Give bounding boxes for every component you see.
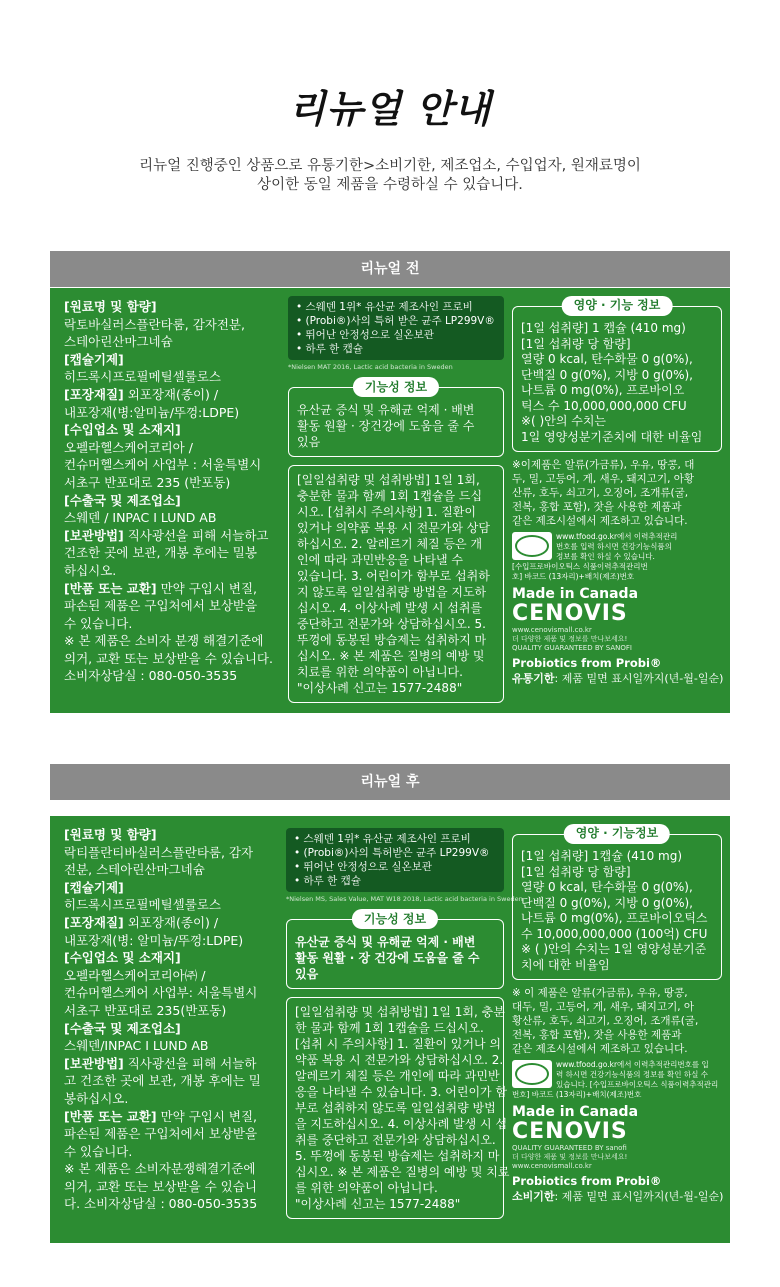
before-expiry-text: : 제품 밑면 표시일까지(년-월-일순) [554,672,724,685]
after-brand-url: www.cenovismall.co.kr [512,1162,592,1170]
section-heading: [보관방법] [64,1055,124,1071]
line-text: 내포장재(병: 알미늄/뚜껑:LDPE) [64,932,244,948]
notice-line-2: 상이한 동일 제품을 수령하실 수 있습니다. [257,177,523,193]
label-line [64,597,286,615]
before-nutrition-title: 영양 · 기능 정보 [562,296,673,316]
label-line [64,615,286,633]
before-expiry-label: 유통기한 [512,672,555,685]
line-text: 만약 구입시 변질, [156,580,258,596]
label-line [64,456,286,474]
section-heading: [수출국 및 제조업소] [64,1020,181,1036]
after-middle-column [286,828,523,1219]
line-text: 건조한 곳에 보관, 개봉 후에는 밀봉 [64,545,257,561]
line-text: 컨슈머헬스케어 사업부 : 서울특별시 [64,457,262,473]
text-line: www.tfood.go.kr에서 이력추적관리번호를 입 [556,1060,709,1069]
label-line [64,1178,286,1196]
section-heading: [원료명 및 함량] [64,827,157,842]
before-band: 리뉴얼 전 [50,251,730,287]
text-line: 대두, 밀, 고등어, 게, 새우, 돼지고기, 아 [512,1001,695,1013]
after-expiry [512,1188,722,1204]
before-brand-note-2: QUALITY GUARANTEED BY SANOFI [512,644,632,652]
after-nutrition-box [512,826,722,980]
line-text: 컨슈머헬스케어 사업부: 서울특별시 [64,985,258,1001]
text-line: [1일 섭취량] 1 캡슐 (410 mg) [521,321,686,335]
text-line: 치에 대한 비율임 [521,957,610,972]
section-heading: [원료명 및 함량] [64,299,157,314]
text-line: 있습니다. [수입프로바이오틱스 식품이력추적관리 [556,1080,719,1089]
text-line: • 하루 한 캡슐 [294,874,496,888]
cenovis-logo: CENOVIS [512,601,628,626]
before-brand-url: www.cenovismall.co.kr [512,626,592,634]
after-probi: Probiotics from Probi® [512,1174,662,1188]
text-line: 을 지도하십시오. 4. 이상사례 발생 시 섭 [295,1117,508,1131]
after-right-column [512,826,722,1204]
text-line: 있거나 의약품 복용 시 전문가와 상담 [297,521,490,535]
line-text: 소비자상담실 : 080-050-3535 [64,668,238,684]
before-footnote: *Nielsen MAT 2016, Lactic acid bacteria in Sweden [288,363,453,371]
before-brand-note-1: 더 다양한 제품 및 정보를 만나보세요! [512,635,628,643]
text-line: [1일 섭취량] 1캡슐 (410 mg) [521,849,683,863]
after-expiry-text: : 제품 밑면 표시일까지(년-월-일순) [554,1190,724,1203]
label-line [64,984,286,1002]
line-text: 직사광선을 피해 서늘하 [123,1055,257,1071]
text-line: ※( )안의 수치는 [521,414,607,428]
after-label-panel [50,816,730,1243]
label-line [64,404,286,422]
label-line [64,967,286,985]
text-line: 황산류, 호두, 쇠고기, 오징어, 조개류(굴, [512,1015,699,1027]
line-text: 봉하십시오. [64,1090,129,1106]
text-line: www.tfood.go.kr에서 이력추적관리 [556,532,678,541]
label-line [64,1002,286,1020]
before-label-panel [50,288,730,713]
line-text: 직사광선을 피해 서늘하고 [123,527,269,543]
text-line: 충분한 물과 함께 1회 1캡슐을 드십 [297,489,483,503]
section-heading: [수입업소 및 소재지] [64,422,181,438]
after-probiotic-box [286,828,504,892]
line-text: ※ 본 제품은 소비자 분쟁 해결기준에 [64,633,264,649]
cenovis-logo: CENOVIS [512,1119,628,1144]
label-line [64,1090,286,1108]
text-line: 알레르기 체질 등은 개인에 따라 과민반 [295,1069,500,1083]
text-line: 번호] 바코드 (13자리)+배치(제조)번호 [512,1090,642,1099]
text-line: 유산균 증식 및 유해균 억제 · 배변 [295,935,476,949]
text-line: 지 않도록 일일섭취량 방법을 지도하 [297,585,487,599]
text-line: ※ ( )안의 수치는 1일 영양성분기준 [521,942,707,956]
label-line [64,368,286,386]
text-line: • 스웨덴 1위* 유산균 제조사인 프로비 [294,832,496,846]
label-line [64,562,286,580]
label-line [64,1072,286,1090]
after-function-lines [295,934,495,982]
label-line [64,386,286,404]
text-line: 전복, 홍합 포함), 잣을 사용한 제품과 [512,501,682,513]
after-trace-text [556,1060,718,1090]
before-probiotic-box [288,296,504,360]
line-text: 파손된 제품은 구입처에서 보상받을 [64,1126,258,1142]
text-line: 부로 섭취하지 않도록 일일섭취량 방법 [295,1101,496,1115]
after-left-column [64,826,286,1213]
text-line: 를 위한 의약품이 아닙니다. [295,1181,438,1195]
text-line: 활동 원활 · 장 건강에 도움을 줄 수 [295,951,480,965]
line-text: 내포장재(병:알미늄/뚜껑:LDPE) [64,404,240,420]
label-line [64,826,286,844]
text-line: 틱스 수 10,000,000,000 CFU [521,398,687,413]
text-line: 같은 제조시설에서 제조하고 있습니다. [512,1043,688,1055]
line-text: 스웨덴 / INPAC I LUND AB [64,510,217,526]
after-band: 리뉴얼 후 [50,764,730,800]
label-line [64,1037,286,1055]
section-heading: [캡슐기제] [64,879,124,895]
line-text: 전분, 스테아린산마그네슘 [64,862,205,878]
text-line: [일일섭취량 및 섭취방법] 1일 1회, [297,473,480,487]
text-line: • 하루 한 캡슐 [296,342,496,356]
before-trace-text-2 [512,562,722,582]
text-line: 두, 밀, 고등어, 게, 새우, 돼지고기, 아황 [512,473,695,485]
line-text: 오펠라헬스케어코리아 / [64,439,193,455]
after-made-in: Made in Canada [512,1104,639,1120]
label-line [64,667,286,685]
label-line [64,914,286,932]
label-line [64,544,286,562]
text-line: 하십시오. 2. 알레르기 체질 등은 개 [297,537,483,551]
text-line: [일일섭취량 및 섭취방법] 1일 1회, 충분 [295,1005,505,1019]
line-text: 다. 소비자상담실 : 080-050-3535 [64,1196,258,1212]
text-line: 나트륨 0 mg(0%), 프로바이오 [521,383,685,397]
label-line [64,509,286,527]
line-text: 수 있습니다. [64,1143,133,1159]
text-line: 시오. [섭취시 주의사항] 1. 질환이 [297,505,476,519]
text-line: 취를 중단하고 전문가와 상담하십시오. [295,1133,496,1147]
text-line: 십시오. 4. 이상사례 발생 시 섭취를 [297,601,483,615]
label-line [64,844,286,862]
after-function-title: 기능성 정보 [352,909,438,929]
line-text: 의거, 교환 또는 보상받을 수 있습니 [64,1178,257,1194]
before-nutrition-box [512,298,722,452]
line-text: ※ 본 제품은 소비자분쟁해결기준에 [64,1161,256,1177]
text-line: [1일 섭취량 당 함량] [521,864,631,879]
before-allergy-notice [512,458,722,528]
section-heading: [보관방법] [64,527,124,543]
text-line: 십시오. ※ 본 제품은 질병의 예방 및 [297,649,485,663]
traceability-logo-icon [512,532,552,560]
label-line [64,351,286,369]
line-text: 파손된 제품은 구입처에서 보상받을 [64,598,258,614]
text-line: 응을 나타낼 수 있습니다. 3. 어린이가 함 [295,1085,508,1099]
text-line: "이상사례 신고는 1577-2488" [295,1197,461,1211]
line-text: 서초구 반포대로 235 (반포동) [64,474,231,490]
line-text: 스웨덴/INPAC I LUND AB [64,1038,209,1054]
line-text: 서초구 반포대로 235(반포동) [64,1002,227,1018]
label-line [64,421,286,439]
text-line: 전복, 홍합 포함), 잣을 사용한 제품과 [512,1029,682,1041]
line-text: 락티플란티바실러스플란타룸, 감자 [64,844,254,860]
after-brand-note-2: 더 다양한 제품 및 정보를 만나보세요! [512,1153,628,1161]
section-heading: [반품 또는 교환] [64,1108,157,1124]
before-middle-column [288,296,504,703]
label-line [64,1020,286,1038]
renewal-notice [90,157,690,195]
after-allergy-notice [512,986,722,1056]
label-line [64,1143,286,1161]
label-line [64,298,286,316]
text-line: [1일 섭취량 당 함량] [521,336,631,351]
label-line [64,879,286,897]
section-heading: [포장재질] [64,914,124,930]
text-line: 5. 뚜껑에 동봉된 방습제는 섭취하지 마 [295,1149,500,1163]
label-line [64,316,286,334]
text-line: 중단하고 전문가와 상담하십시오. 5. [297,617,486,631]
text-line: 1일 영양성분기준치에 대한 비율임 [521,429,703,444]
text-line: [수입프로바이오틱스 식품이력추적관리번 [512,562,648,571]
text-line: 번호를 입력 하시면 건강기능식품의 [556,542,672,551]
text-line: 치료를 위한 의약품이 아닙니다. [297,665,463,679]
label-line [64,1195,286,1213]
page-title: 리뉴얼 안내 [288,87,492,131]
before-made-in: Made in Canada [512,586,639,602]
line-text: 의거, 교환 또는 보상받을 수 있습니다. [64,650,273,666]
text-line: 뚜껑에 동봉된 방습제는 섭취하지 마 [297,633,487,647]
text-line: 있음 [297,435,321,449]
after-nutrition-lines [521,849,713,973]
text-line: "이상사례 신고는 1577-2488" [297,681,463,695]
line-text: 오펠라헬스케어코리아㈜ / [64,967,206,983]
label-line [64,896,286,914]
text-line: 열량 0 kcal, 탄수화물 0 g(0%), [521,352,693,366]
label-line [64,492,286,510]
after-nutrition-title: 영양 · 기능정보 [564,824,670,844]
line-text: 수 있습니다. [64,615,133,631]
text-line: 십시오. ※ 본 제품은 질병의 예방 및 치료 [295,1165,510,1179]
before-expiry [512,670,722,686]
text-line: 호] 바코드 (13자리)+배치(제조)번호 [512,572,635,581]
label-line [64,949,286,967]
text-line: • (Probi®)사의 특허 받은 균주 LP299V® [296,314,496,328]
text-line: ※ 이 제품은 알류(가금류), 우유, 땅콩, [512,987,688,999]
section-heading: [수입업소 및 소재지] [64,950,181,966]
after-brand-note-1: QUALITY GUARANTEED BY sanofi [512,1144,627,1152]
after-function-box [286,912,504,989]
text-line: 유산균 증식 및 유해균 억제 · 배변 [297,403,475,417]
before-left-column [64,298,286,685]
before-nutrition-lines [521,321,713,445]
label-line [64,861,286,879]
before-intake-box [288,465,504,703]
text-line: • (Probi®)사의 특허받은 균주 LP299V® [294,846,496,860]
line-text: 하십시오. [64,562,117,578]
after-trace-text-2 [512,1090,722,1100]
traceability-logo-icon [512,1060,552,1088]
line-text: 고 건조한 곳에 보관, 개봉 후에는 밀 [64,1073,261,1089]
after-trace-row [512,1060,722,1090]
before-right-column [512,298,722,686]
section-heading: [반품 또는 교환] [64,580,157,596]
label-line [64,527,286,545]
text-line: 열량 0 kcal, 탄수화물 0 g(0%), [521,880,693,894]
text-line: 력 하시면 건강기능식품의 정보를 확인 하실 수 [556,1070,708,1079]
text-line: 인에 따라 과민반응을 나타낼 수 [297,553,463,567]
label-line [64,439,286,457]
section-heading: [수출국 및 제조업소] [64,492,181,508]
notice-line-1: 리뉴얼 진행중인 상품으로 유통기한>소비기한, 제조업소, 수입업자, 원재료명이 [139,158,641,174]
label-line [64,932,286,950]
text-line: • 스웨덴 1위* 유산균 제조사인 프로비 [296,300,496,314]
line-text: 히드록시프로필메틸셀룰로스 [64,369,221,385]
text-line: ※이제품은 알류(가금류), 우유, 땅콩, 대 [512,459,695,471]
text-line: 정보를 확인 하실 수 있습니다. [556,552,655,561]
after-footnote: *Nielsen MS, Sales Value, MAT W18 2018, Lactic acid bacteria in Sweden [286,895,523,903]
text-line: 산류, 호두, 쇠고기, 오징어, 조개류(굴, [512,487,689,499]
before-function-lines [297,402,495,450]
before-function-title: 기능성 정보 [353,377,439,397]
label-line [64,580,286,598]
label-line [64,1160,286,1178]
label-line [64,1108,286,1126]
line-text: 스테아린산마그네슘 [64,334,173,350]
after-intake-box [286,997,510,1219]
label-line [64,474,286,492]
label-line [64,1055,286,1073]
text-line: 한 물과 함께 1회 1캡슐을 드십시오. [295,1021,484,1035]
line-text: 히드록시프로필메틸셀룰로스 [64,897,221,913]
text-line: • 뛰어난 안정성으로 실온보관 [296,328,496,342]
text-line: • 뛰어난 안정성으로 실온보관 [294,860,496,874]
label-line [64,333,286,351]
text-line: 단백질 0 g(0%), 지방 0 g(0%), [521,367,693,382]
label-line [64,650,286,668]
text-line: 단백질 0 g(0%), 지방 0 g(0%), [521,895,693,910]
before-function-box [288,380,504,457]
before-trace-text [556,532,677,562]
line-text: 락토바실러스플란타룸, 감자전분, [64,316,245,332]
text-line: 수 10,000,000,000 (100억) CFU [521,926,708,941]
line-text: 만약 구입시 변질, [156,1108,258,1124]
section-heading: [캡슐기제] [64,351,124,367]
text-line: 같은 제조시설에서 제조하고 있습니다. [512,515,688,527]
after-expiry-label: 소비기한 [512,1190,555,1203]
text-line: [섭취 시 주의사항] 1. 질환이 있거나 의 [295,1037,501,1051]
text-line: 있습니다. 3. 어린이가 함부로 섭취하 [297,569,490,583]
line-text: 외포장재(종이) / [123,914,219,930]
text-line: 활동 원활 · 장건강에 도움을 줄 수 [297,419,475,433]
text-line: 나트륨 0 mg(0%), 프로바이오틱스 [521,911,708,925]
label-line [64,1125,286,1143]
label-line [64,632,286,650]
before-trace-row [512,532,722,562]
before-probi: Probiotics from Probi® [512,656,662,670]
line-text: 외포장재(종이) / [123,386,219,402]
text-line: 약품 복용 시 전문가와 상담하십시오. 2. [295,1053,504,1067]
section-heading: [포장재질] [64,386,124,402]
text-line: 있음 [295,967,319,981]
